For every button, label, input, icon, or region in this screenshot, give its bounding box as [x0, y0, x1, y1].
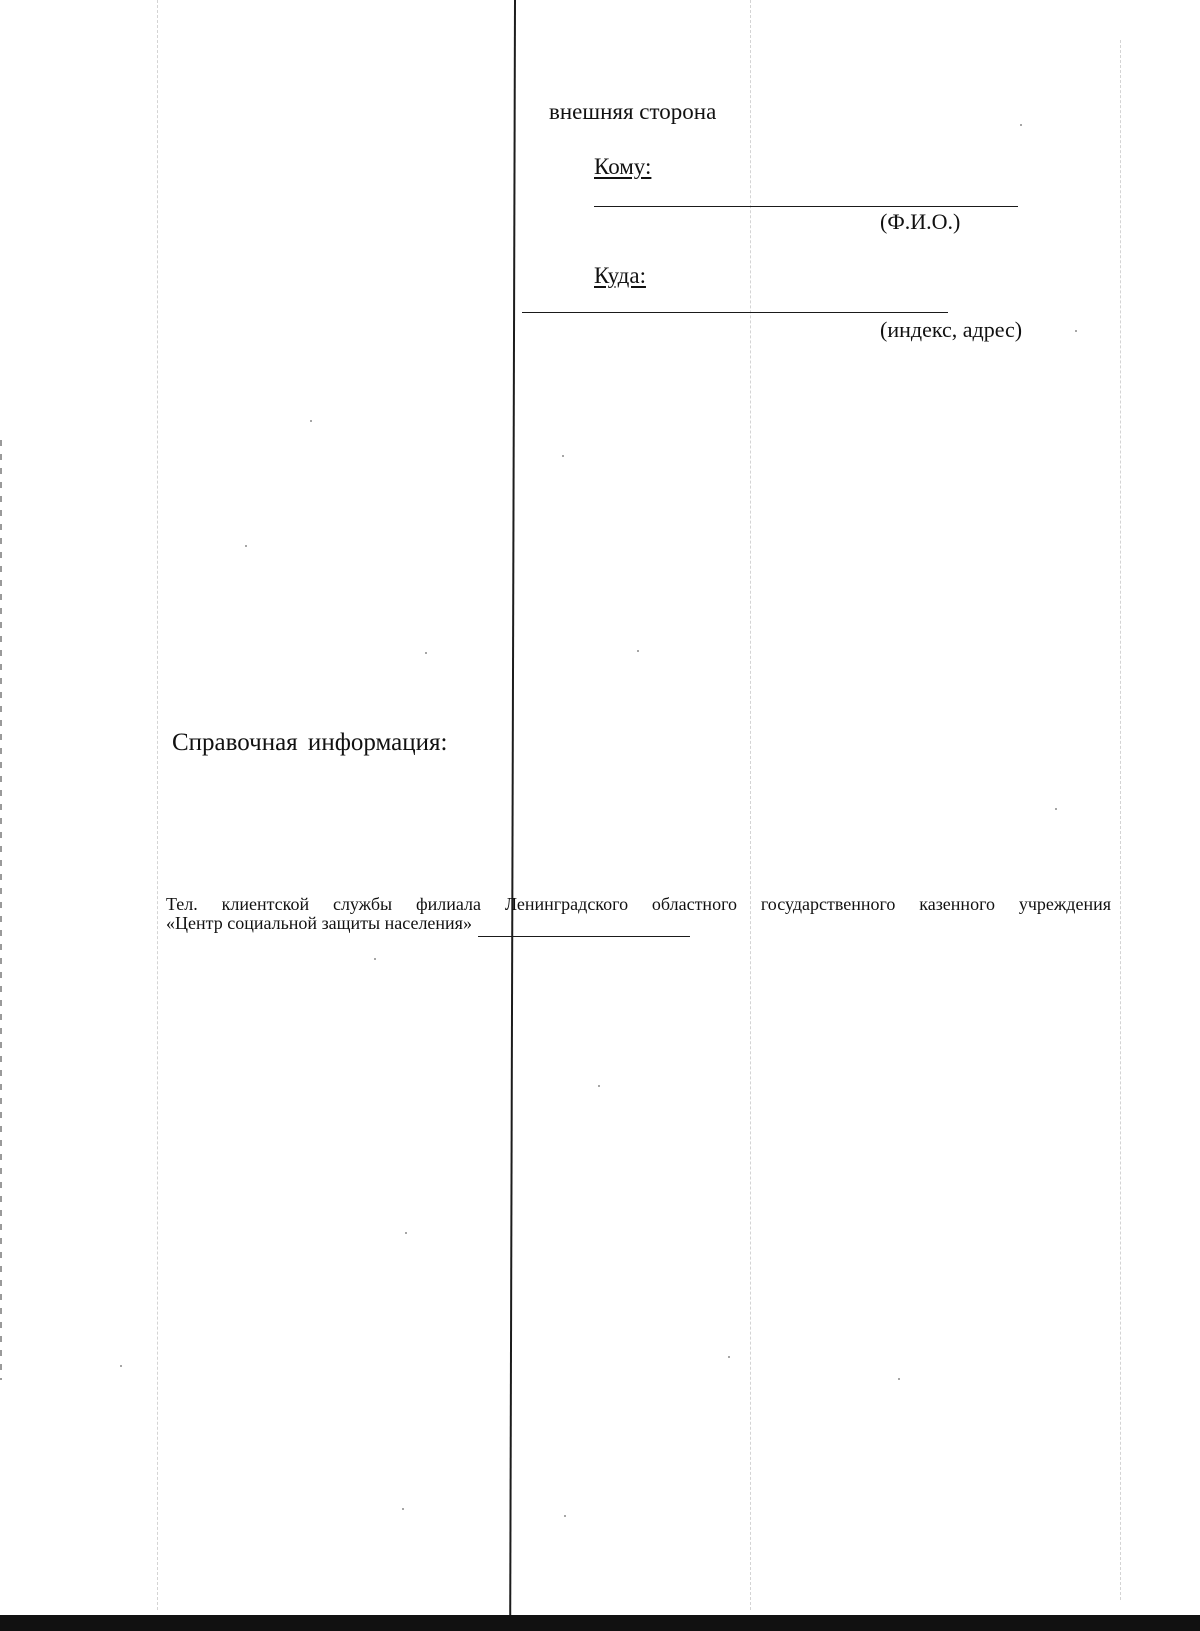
scan-speck — [637, 650, 639, 652]
scan-speck — [564, 1515, 566, 1517]
phone-info-line-2: «Центр социальной защиты населения» — [166, 913, 472, 933]
scan-speck — [374, 958, 376, 960]
reference-info-title: Справочная информация: — [172, 729, 448, 756]
recipient-label: Кому: — [594, 154, 652, 179]
address-label: Куда: — [594, 263, 646, 288]
scan-speck — [1075, 330, 1077, 332]
recipient-name-hint: (Ф.И.О.) — [880, 209, 961, 234]
address-hint: (индекс, адрес) — [880, 317, 1023, 342]
scan-speck — [898, 1378, 900, 1380]
scan-speck — [598, 1085, 600, 1087]
phone-info-line-1: Тел. клиентской службы филиала Ленинградского областного государственного казенного учреждения — [166, 894, 1111, 914]
phone-number-blank-line — [478, 936, 690, 937]
scan-speck — [1055, 808, 1057, 810]
fold-guide-left — [157, 0, 158, 1610]
scan-speck — [425, 652, 427, 654]
scan-bottom-border — [0, 1615, 1200, 1631]
fold-line — [509, 0, 516, 1615]
scan-speck — [405, 1232, 407, 1234]
phone-info-block — [166, 895, 1111, 937]
scan-speck — [120, 1365, 122, 1367]
scan-speck — [402, 1508, 404, 1510]
scan-speck — [562, 455, 564, 457]
fold-guide-right — [750, 0, 751, 1610]
scan-edge-marks — [0, 440, 2, 1380]
address-line — [522, 312, 948, 313]
scan-speck — [1020, 124, 1022, 126]
fold-guide-edge — [1120, 40, 1121, 1600]
outer-side-heading: внешняя сторона — [549, 99, 717, 124]
scan-speck — [728, 1356, 730, 1358]
recipient-name-line — [594, 206, 1018, 207]
scan-speck — [245, 545, 247, 547]
scan-speck — [310, 420, 312, 422]
